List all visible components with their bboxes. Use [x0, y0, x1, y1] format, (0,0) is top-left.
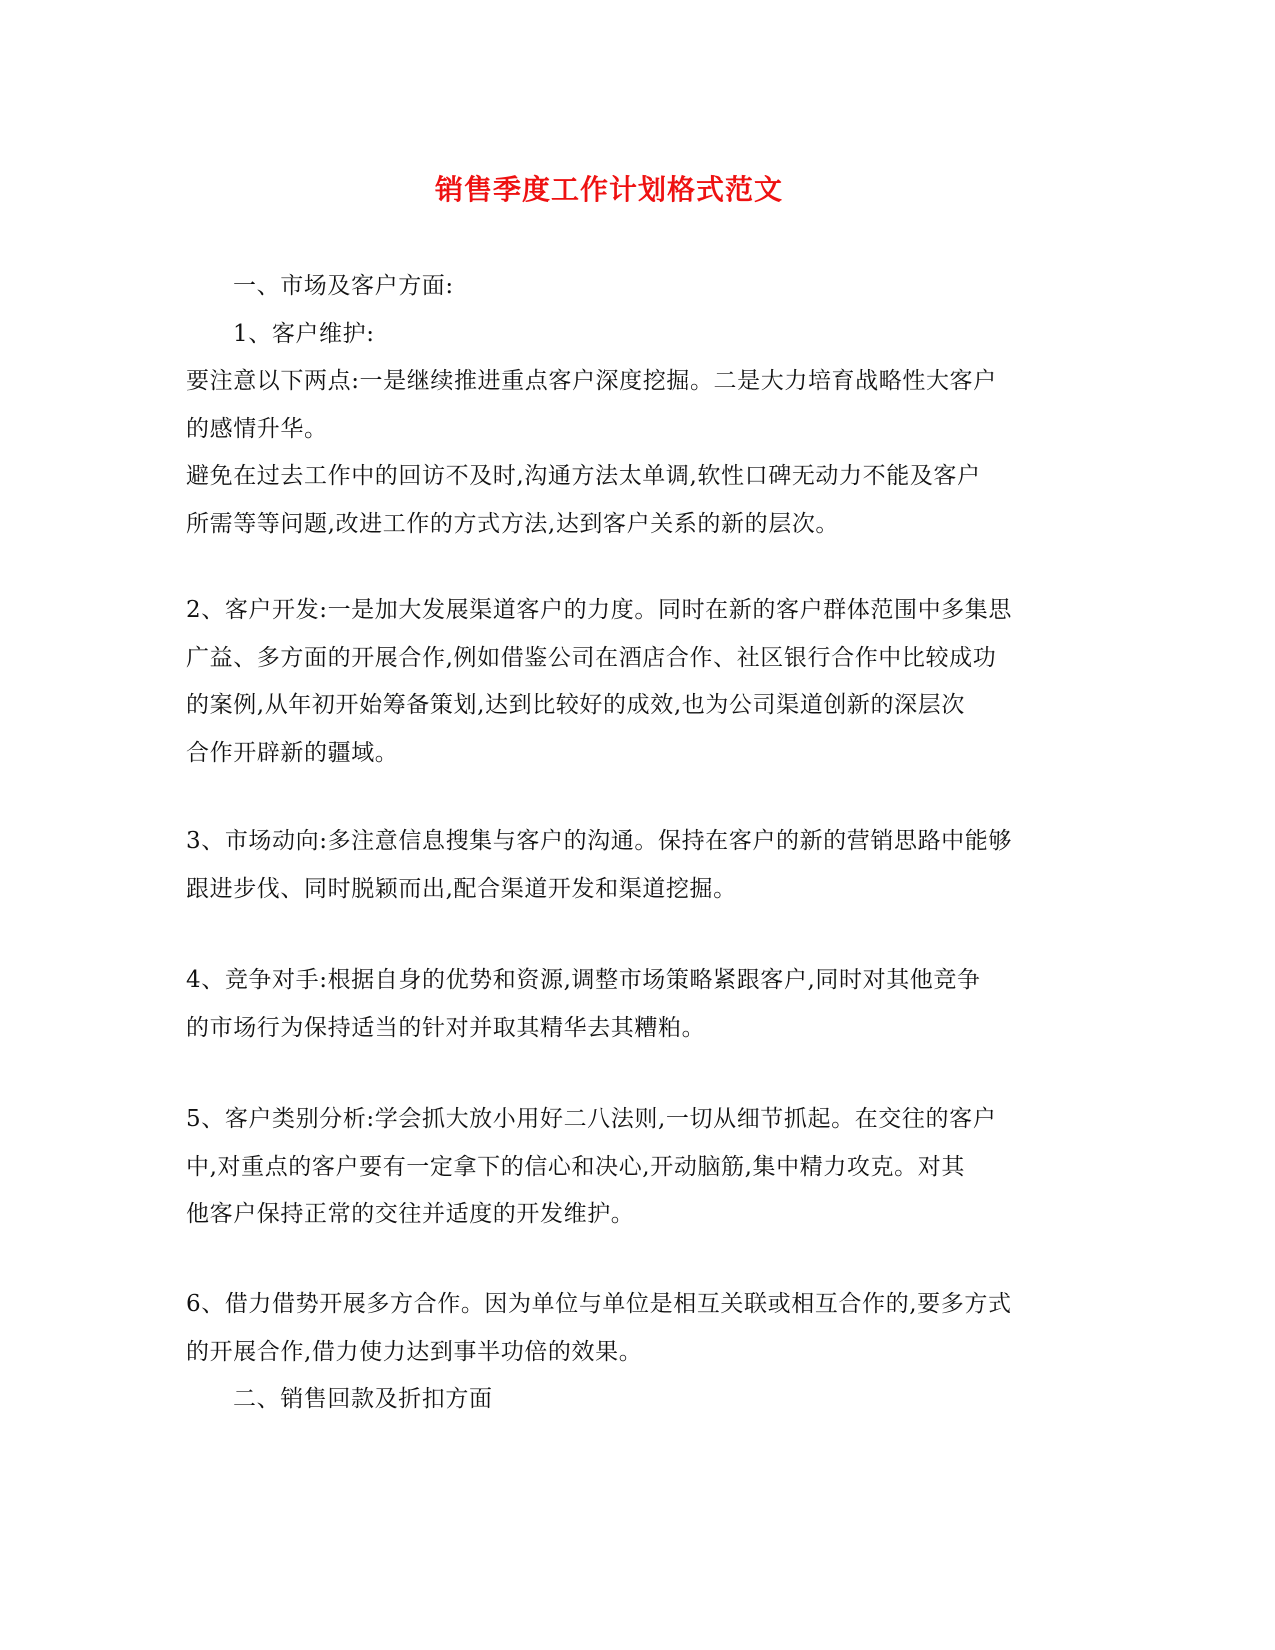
paragraph-line: 2、客户开发:一是加大发展渠道客户的力度。同时在新的客户群体范围中多集思: [186, 597, 1012, 623]
paragraph-market-trends: [186, 818, 1038, 913]
paragraph-line: 的开展合作,借力使力达到事半功倍的效果。: [186, 1338, 643, 1365]
document-title: 销售季度工作计划格式范文: [434, 173, 783, 206]
section-heading: 二、销售回款及折扣方面: [233, 1386, 493, 1412]
paragraph-line: 广益、多方面的开展合作,例如借鉴公司在酒店合作、社区银行合作中比较成功: [186, 644, 997, 671]
paragraph-cooperation: [186, 1281, 1038, 1424]
paragraph-line: 要注意以下两点:一是继续推进重点客户深度挖掘。二是大力培育战略性大客户: [186, 368, 997, 394]
paragraph-line: 4、竞争对手:根据自身的优势和资源,调整市场策略紧跟客户,同时对其他竞争: [186, 967, 981, 993]
paragraph-line: 跟进步伐、同时脱颖而出,配合渠道开发和渠道挖掘。: [186, 875, 737, 902]
paragraph-line: 3、市场动向:多注意信息搜集与客户的沟通。保持在客户的新的营销思路中能够: [186, 828, 1012, 854]
section-market-customers: [186, 263, 1038, 548]
paragraph-line: 避免在过去工作中的回访不及时,沟通方法太单调,软性口碑无动力不能及客户: [186, 463, 981, 489]
paragraph-line: 的感情升华。: [186, 415, 328, 442]
paragraph-line: 5、客户类别分析:学会抓大放小用好二八法则,一切从细节抓起。在交往的客户: [186, 1106, 997, 1132]
subsection-heading: 1、客户维护:: [233, 320, 375, 347]
paragraph-customer-analysis: [186, 1096, 1038, 1239]
section-heading: 一、市场及客户方面:: [233, 273, 454, 299]
paragraph-competitors: [186, 957, 1038, 1052]
paragraph-customer-development: [186, 587, 1038, 777]
paragraph-line: 的市场行为保持适当的针对并取其精华去其糟粕。: [186, 1014, 706, 1041]
paragraph-line: 所需等等问题,改进工作的方式方法,达到客户关系的新的层次。: [186, 510, 840, 537]
paragraph-line: 6、借力借势开展多方合作。因为单位与单位是相互关联或相互合作的,要多方式: [186, 1291, 1012, 1317]
paragraph-line: 的案例,从年初开始筹备策划,达到比较好的成效,也为公司渠道创新的深层次: [186, 692, 965, 718]
paragraph-line: 中,对重点的客户要有一定拿下的信心和决心,开动脑筋,集中精力攻克。对其: [186, 1153, 965, 1180]
paragraph-line: 他客户保持正常的交往并适度的开发维护。: [186, 1201, 635, 1227]
paragraph-line: 合作开辟新的疆域。: [186, 739, 399, 766]
